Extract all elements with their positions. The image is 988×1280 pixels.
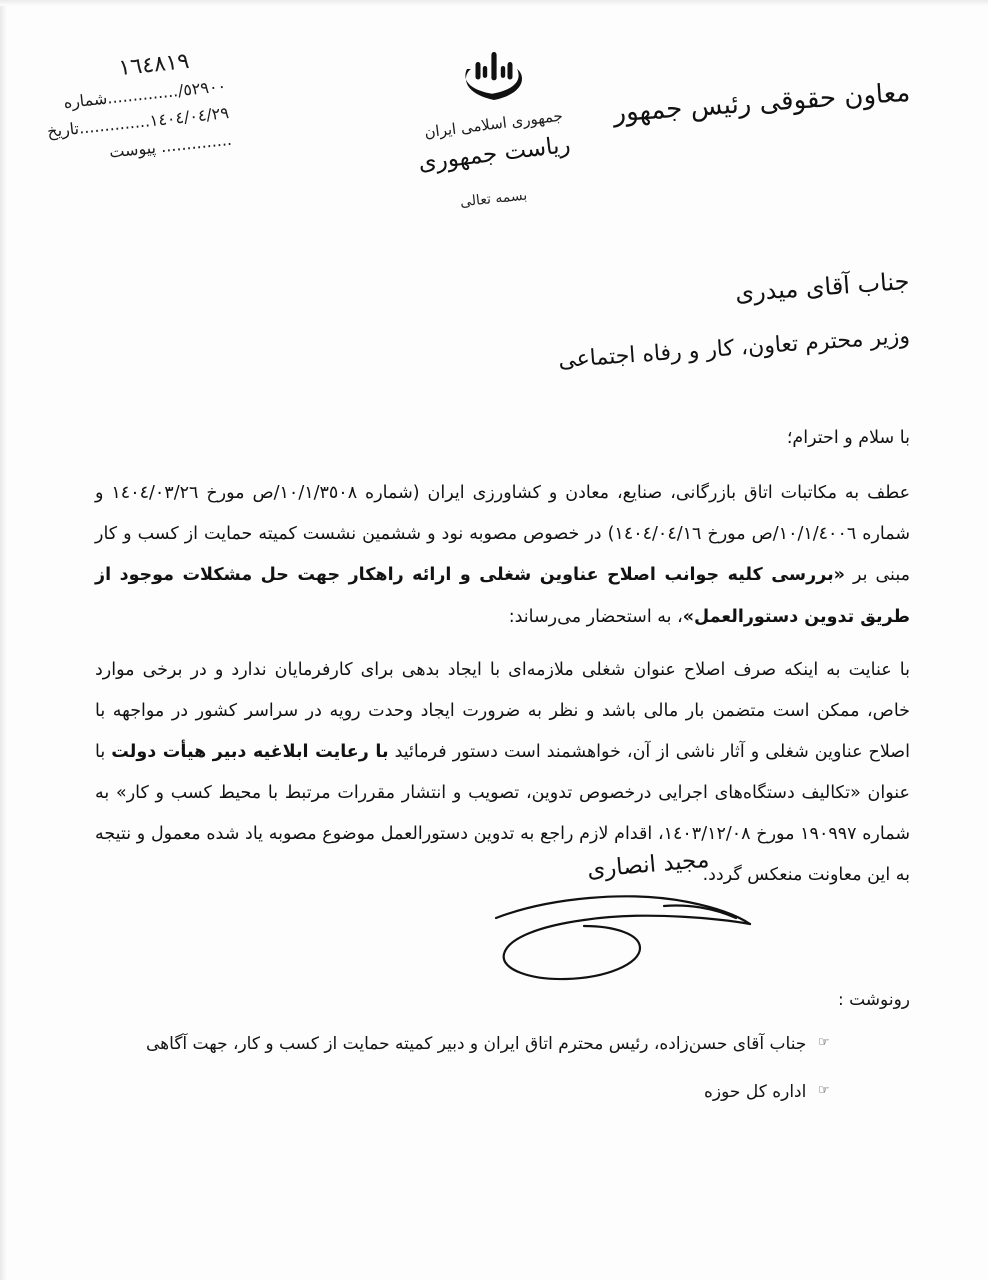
paragraph-1-text-b: ، به استحضار می‌رساند:	[508, 606, 683, 627]
stamp-attachment-value: ..............	[159, 130, 233, 157]
stamp-number-dots: ..............	[106, 81, 179, 108]
copies-list	[95, 1028, 910, 1109]
letter-body	[95, 418, 910, 908]
department-title: معاون حقوقی رئیس جمهور	[611, 77, 911, 129]
stamp-handwritten-number: ١٦٤٨١٩	[117, 48, 191, 82]
signer-name: مجید انصاری	[585, 846, 711, 884]
basmala-text: بسمه تعالی	[459, 187, 529, 211]
handwritten-signature-icon	[488, 876, 818, 986]
copies-title: رونوشت :	[837, 990, 910, 1010]
paragraph-2-text-a: با عنایت به اینکه صرف اصلاح عنوان شغلی ملازمه‌ای با ایجاد بدهی برای کارفرمایان ندارد و در برخی موارد خاص، ممکن است متضمن بار مالی باشد و نظر به ضرورت ایجاد وحدت رویه در سراسر کشور در مواجهه با اصلاح عناوین شغلی و آثار ناشی از آن، خواهشمند است دستور فرمائید	[95, 659, 911, 762]
emblem-block	[0, 46, 988, 211]
stamp-number-value: ٥٢٩٠٠/	[176, 76, 227, 101]
stamp-number-label: شماره	[62, 88, 109, 113]
addressee-block	[558, 262, 910, 373]
organization-title: ریاست جمهوری	[416, 131, 572, 177]
paragraph-2-text-b: با عنوان «تکالیف دستگاه‌های اجرایی درخصوص تدوین، تصویب و انتشار مقررات مرتبط با محیط کسب و کار» به شماره ١٩٠٩٩٧ مورخ ١٤٠٣/١٢/٠٨، اقدام لازم راجع به تدوین دستورالعمل موضوع مصوبه یاد شده معمول و نتیجه به این معاونت منعکس گردد.	[95, 741, 910, 886]
list-item	[95, 1028, 830, 1060]
copies-item-text: اداره کل حوزه	[704, 1082, 807, 1103]
paragraph-1-emphasis: «بررسی کلیه جوانب اصلاح عناوین شغلی و ارائه راهکار جهت حل مشکلات موجود از طریق تدوین دستورالعمل»	[95, 565, 910, 627]
pointing-hand-icon: ☜	[818, 1083, 830, 1099]
scan-edge-top	[0, 0, 988, 6]
paragraph-1	[95, 473, 910, 638]
signature-block	[498, 846, 798, 884]
addressee-role: وزیر محترم تعاون، کار و رفاه اجتماعی	[557, 324, 911, 374]
addressee-name: جناب آقای میدری	[734, 266, 911, 308]
pointing-hand-icon: ☜	[818, 1035, 830, 1050]
copies-item-text: جناب آقای حسن‌زاده، رئیس محترم اتاق ایران و دبیر کمیته حمایت از کسب و کار، جهت آگاهی	[146, 1034, 807, 1054]
stamp-date-dots: ..............	[77, 111, 151, 138]
paragraph-2-emphasis: با رعایت ابلاغیه دبیر هیأت دولت	[111, 741, 389, 762]
organization-subtitle: جمهوری اسلامی ایران	[423, 106, 565, 142]
copies-block	[95, 990, 910, 1125]
salutation: با سلام و احترام؛	[786, 428, 910, 448]
stamp-date-value: ١٤٠٤/٠٤/٢٩	[148, 103, 230, 131]
stamp-date-label: تاریخ	[46, 118, 80, 142]
stamp-attachment-label: پیوست	[108, 138, 157, 162]
list-item	[95, 1076, 830, 1108]
paragraph-1-text-a: عطف به مکاتبات اتاق بازرگانی، صنایع، معادن و کشاورزی ایران (شماره ١٠/١/٣٥٠٨/ص مورخ ١٤٠٤/٠٣/٢٦ و شماره ١٠/١/٤٠٠٦/ص مورخ ١٤٠٤/٠٤/١٦) در خصوص مصوبه نود و ششمین نشست کمیته حمایت از کسب و کار مبنی بر	[95, 483, 911, 586]
letterhead	[0, 26, 988, 236]
